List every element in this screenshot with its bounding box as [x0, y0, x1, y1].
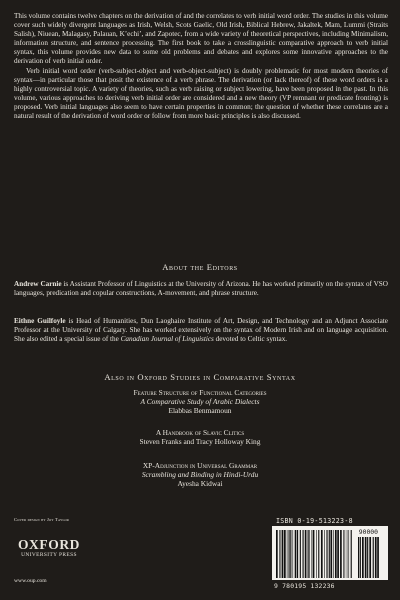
editor-text-guilfoyle-end: devoted to Celtic syntax.: [213, 335, 288, 344]
series-book-title: A Handbook of Slavic Clitics: [155, 428, 245, 437]
blurb-paragraph-2: Verb initial word order (verb-subject-object and verb-object-subject) is doubly problematic for most modern theories of syntax—in particular those that posit the existence of a verb phrase. The derivation (or lack thereof) of these word orders is a highly controversial topic. A variety of theories, such as verb raising or subject lowering, have been proposed in the past. In this volume, various approaches to deriving verb initial order are considered and a new theory (VP remnant or predicate fronting) is proposed. Verb initial languages also seem to have certain properties in common; the question of whether these correlates are a natural result of the derivation of word order or follow from more basic principles is also discussed.: [14, 66, 388, 121]
series-book-author: Steven Franks and Tracy Holloway King: [139, 436, 261, 446]
cover-design-credit: Cover design by Joy Taylor: [14, 517, 70, 522]
publisher-url: www.oup.com: [14, 578, 47, 584]
oxford-logo: [14, 537, 84, 558]
barcode-graphic: [272, 526, 388, 580]
publisher-subtitle: UNIVERSITY PRESS: [21, 552, 77, 558]
series-book-subtitle: A Comparative Study of Arabic Dialects: [140, 396, 260, 406]
series-book-author: Ayesha Kidwai: [177, 478, 223, 488]
editors-heading: About the Editors: [162, 262, 238, 272]
editor-name-carnie: Andrew Carnie: [14, 280, 62, 288]
editor-bio-carnie: [14, 280, 388, 298]
series-book: [0, 429, 400, 447]
series-book-title: Feature Structure of Functional Categories: [133, 388, 267, 397]
price-code: 90000: [358, 528, 378, 536]
editor-text-guilfoyle: is Head of Humanities, Dun Laoghaire Institute of Art, Design, and Technology and an Adjunct Associate Professor at the University of Calgary. She has worked extensively on the syntax of Modern Irish and on language acquisition. She also edited a special issue of the: [14, 317, 388, 344]
isbn-number: ISBN 0-19-513223-8: [276, 517, 353, 525]
series-book: [0, 462, 400, 489]
editor-text-carnie: is Assistant Professor of Linguistics at the University of Arizona. He has worked primarily on the syntax of VSO languages, predication and copular constructions, A-movement, and phrase structure.: [14, 280, 388, 298]
series-book-title: XP-Adjunction in Universal Grammar: [142, 461, 258, 470]
editor-journal-title: Canadian Journal of Linguistics: [120, 335, 214, 344]
series-book: [0, 389, 400, 416]
barcode-digits: 9 780195 132236: [274, 582, 335, 590]
editor-bio-guilfoyle: [14, 317, 388, 344]
blurb-paragraph-1: This volume contains twelve chapters on the derivation of and the correlates to verb initial word order. The studies in this volume cover such widely divergent languages as Irish, Welsh, Scots Gaelic, Old Irish, Biblical Hebrew, Jakaltek, Mam, Lummi (Straits Salish), Niuean, Malagasy, Palauan, K’echi’, and Zapotec, from a wide variety of theoretical perspectives, including Minimalism, information structure, and sentence processing. The first book to take a crosslinguistic comparative approach to verb initial syntax, this volume provides new data to some old problems and debates and explores some innovative approaches to the derivation of verb initial order.: [14, 12, 388, 66]
barcode: [272, 526, 388, 580]
series-book-subtitle: Scrambling and Binding in Hindi-Urdu: [141, 469, 259, 479]
editor-name-guilfoyle: Eithne Guilfoyle: [14, 317, 66, 325]
publisher-name: OXFORD: [17, 537, 81, 552]
book-blurb: [14, 12, 388, 121]
series-heading: Also in Oxford Studies in Comparative Syntax: [104, 372, 296, 382]
series-book-author: Elabbas Benmamoun: [168, 405, 232, 415]
